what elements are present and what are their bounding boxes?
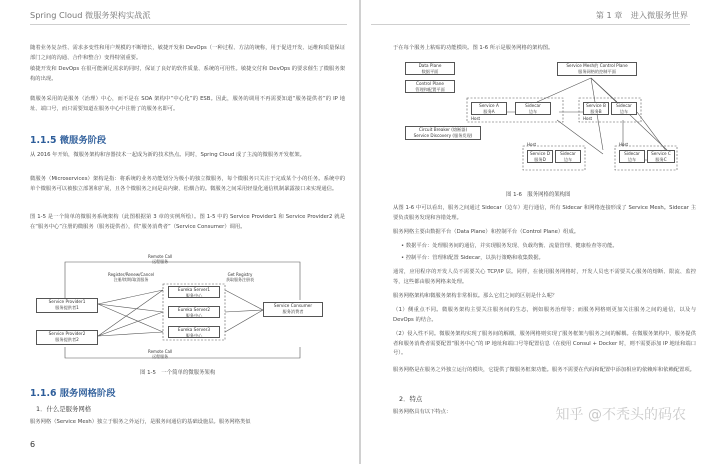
get-registry-label	[226, 272, 254, 282]
watermark: 知乎 @不秃头的码农	[555, 407, 686, 423]
box-label: Service D	[529, 151, 551, 156]
sidecar-d-box	[555, 150, 581, 163]
box-label: Eureka Server1	[177, 287, 211, 292]
eureka-server-2-box	[168, 306, 220, 318]
box-label-cn: 边车	[528, 108, 538, 114]
box-label-cn: 边车	[563, 156, 573, 162]
paragraph: 通常，应用程序的开发人员不需要关心 TCP/IP 层。同样，在使用服务网格时，开发人员也不需要关心服务的熔断、限流、监控等，这些都由服务网格来处理。	[393, 269, 696, 285]
bullet-item: • 控制平台：管理和配置 Sidecar，以执行策略和收集数据。	[401, 255, 544, 261]
sidecar-a-box	[515, 102, 551, 115]
service-provider-1-box	[36, 298, 98, 313]
register-text-cn: 注册/续期/取消服务	[113, 277, 149, 282]
bullet-text: 控制平台：管理和配置 Sidecar，以执行策略和收集数据。	[405, 255, 544, 261]
box-label-cn: 服务中心	[185, 332, 203, 338]
figure-1-5-caption: 图 1-5 一个简单的微服务架构	[140, 370, 216, 376]
paragraph: 服务网格是在服务之外独立运行的模块，它提供了微服务框架功能。服务不需要在代码和配置中添加相应的依赖库和依赖配置项。	[393, 367, 695, 373]
box-label: Eureka Server3	[177, 327, 211, 332]
box-label: Service Provider2	[48, 331, 86, 336]
circuit-breaker-service-discovery-box	[405, 126, 481, 140]
box-label-cn: 边车	[627, 156, 637, 162]
service-b-box	[583, 102, 609, 115]
box-label-cn: 服务A	[483, 108, 495, 114]
service-consumer-box	[263, 302, 323, 317]
box-label: Sidecar	[525, 103, 541, 108]
get-registry-text: Get Registry	[227, 272, 253, 277]
remote-call-bottom-label	[148, 349, 172, 359]
box-label: Service Mesh的 Control Plane	[566, 63, 628, 68]
remote-call-top-label	[148, 254, 172, 264]
paragraph: 服务网格主要由数据平台（Data Plane）和控制平台（Control Plane）组成。	[393, 229, 580, 235]
box-label-cn: 管理和配置平面	[415, 86, 445, 92]
section-number: 1.1.5	[30, 135, 57, 146]
box-label-cn: 边车	[619, 108, 629, 114]
host-label: Host	[527, 142, 537, 147]
running-header-left: Spring Cloud 微服务架构实战派	[30, 10, 151, 20]
paragraph: 敏捷开发和 DevOps 在很可能满足需求的同时，保证了良好的软件质量、系统的可用性。敏捷交付和 DevOps 的要求催生了微服务架构的出现。	[30, 66, 345, 82]
box-label: Control Plane	[416, 81, 444, 86]
right-page	[361, 0, 720, 464]
paragraph: 微服务（Microservices）架构是指：将系统的业务功能划分为极小的独立微服务，每个微服务只关注于完成某个小的任务。系统中的单个微服务可以被独立部署和扩展，且各个微服务之间是高内聚、松耦合的。微服务之间采用轻量化通信机制暴露接口来实现通信。	[30, 176, 345, 192]
eureka-server-3-box	[168, 326, 220, 338]
box-label-cn: 服务提供者1	[55, 304, 79, 310]
service-c-box	[647, 150, 675, 163]
sidecar-c-box	[619, 150, 645, 163]
bullet-text: 数据平台：处理服务间的通信，并实现服务发现、负载均衡、流量管理、健康检查等功能。	[405, 243, 618, 249]
host-label: Host	[619, 142, 629, 147]
box-label: Service Provider1	[48, 299, 86, 304]
box-label: Eureka Server2	[177, 307, 211, 312]
section-number: 1.1.6	[30, 388, 57, 399]
subsection-heading: 1．什么是服务网格	[36, 405, 92, 413]
paragraph: （1）侧重点不同。微服务架构主要关注服务间的生态，例如服务治理等；而服务网格则更加关注服务之间的通信，以及与 DevOps 的结合。	[393, 307, 696, 323]
box-label: Service Consumer	[273, 303, 313, 308]
paragraph: 微服务采用的是服务（治理）中心，而不是在 SOA 架构中“中心化”的 ESB。因此，服务的调用不再需要知道“服务提供者”的 IP 地址、端口号，而只需要知道在服务中心中注册了的服务名即可。	[30, 96, 345, 112]
sidecar-b-box	[611, 102, 637, 115]
service-provider-2-box	[36, 330, 98, 345]
host-label: Host	[583, 116, 593, 121]
box-label-cn: 服务提供者2	[55, 336, 79, 342]
box-label-cn: 服务消费者	[282, 308, 304, 314]
header-rule-left	[30, 24, 347, 25]
figure-1-6	[397, 60, 689, 190]
legend-control-plane	[405, 80, 455, 93]
box-label: Sidecar	[624, 151, 640, 156]
box-label: Data Plane	[418, 63, 442, 68]
left-page	[0, 0, 359, 464]
register-label	[108, 272, 154, 282]
paragraph: 随着业务复杂性、需求多变性和用户规模的不断增长，敏捷开发和 DevOps（一种过程、方法的统称，用于促进开发、运维和质量保证部门之间的沟通、合作和整合）变得特别重要。	[30, 45, 345, 61]
service-a-box	[471, 102, 507, 115]
eureka-server-1-box	[168, 286, 220, 298]
box-label: Sidecar	[560, 151, 576, 156]
remote-call-text-cn: 远程服务	[152, 354, 169, 359]
box-label: Service Discovery (服务发现)	[413, 132, 473, 138]
register-text: Register/Renew/Cancel	[108, 272, 155, 277]
paragraph: 服务网格架构和微服务架构非常相似。那么它们之间的区别是什么呢？	[393, 293, 558, 299]
paragraph: 于在每个服务上粘贴的功能模块。图 1-6 所示是服务网格的架构图。	[393, 45, 554, 51]
paragraph: 图 1-5 是一个简单的微服务系统架构（此图根据第 3 章的实例所绘）。图 1-5 中的 Service Provider1 和 Service Provider2 就是在“服务中心”注册的微服务（服务提供者），供“服务消费者”（Service Consumer）调用。	[30, 214, 345, 230]
box-label: Service C	[651, 151, 671, 156]
paragraph: （2）侵入性不同。微服务架构实现了服务间的解耦，服务网格则实现了服务框架与服务之间的解耦。在微服务架构中，服务提供者和服务消费者需要配置“服务中心”的 IP 地址和端口号等配置信息（在使用 Consul + Docker 时，则不需要添加 IP 地址和端口号）。	[393, 331, 696, 357]
box-label-cn: 服务网格的控制平面	[578, 68, 616, 74]
box-label: Service A	[479, 103, 499, 108]
remote-call-text: Remote Call	[148, 254, 173, 259]
box-label: Service B	[586, 103, 606, 108]
paragraph: 从图 1-6 中可以看出，服务之间通过 Sidecar（边车）进行通信，所有 Sidecar 和网络连接形成了 Service Mesh。Sidecar 主要负责服务发现和容错处理。	[393, 205, 696, 221]
section-heading	[30, 385, 116, 399]
paragraph: 服务网格具有以下特点：	[393, 409, 452, 415]
remote-call-text-cn: 远程服务	[152, 259, 169, 264]
service-mesh-control-plane-box	[557, 62, 637, 76]
box-label-cn: 服务B	[590, 108, 602, 114]
box-label-cn: 服务中心	[185, 292, 203, 298]
legend-data-plane	[405, 62, 455, 75]
header-rule-right	[371, 24, 690, 25]
paragraph: 从 2016 年开始，微服务架构和容器技术一起成为新的技术热点。同时，Spring Cloud 成了主流的微服务开发框架。	[30, 152, 305, 158]
host-label: Host	[471, 116, 481, 121]
section-title: 服务网格阶段	[59, 388, 116, 399]
get-registry-text-cn: 获取服务注册表	[226, 277, 254, 282]
remote-call-text: Remote Call	[148, 349, 173, 354]
page-number: 6	[30, 440, 36, 449]
figure-1-6-caption: 图 1-6 服务网格的架构图	[506, 192, 571, 198]
box-label-cn: 数据平面	[421, 68, 439, 74]
service-d-box	[527, 150, 553, 163]
figure-1-5	[30, 254, 330, 364]
subsection-heading: 2．特点	[399, 395, 423, 403]
box-label: Sidecar	[616, 103, 632, 108]
box-label-cn: 服务D	[534, 156, 546, 162]
box-label-cn: 服务C	[655, 156, 667, 162]
running-header-right: 第 1 章 进入微服务世界	[595, 10, 688, 20]
box-label: Circuit Breaker (熔断器)	[418, 127, 468, 132]
section-title: 微服务阶段	[59, 135, 107, 146]
paragraph: 服务网格（Service Mesh）独立于服务之外运行，是服务间通信的基础设施层。服务网格类似	[30, 419, 251, 425]
bullet-item: • 数据平台：处理服务间的通信，并实现服务发现、负载均衡、流量管理、健康检查等功能。	[401, 243, 618, 249]
section-heading	[30, 132, 106, 146]
box-label-cn: 服务中心	[185, 312, 203, 318]
